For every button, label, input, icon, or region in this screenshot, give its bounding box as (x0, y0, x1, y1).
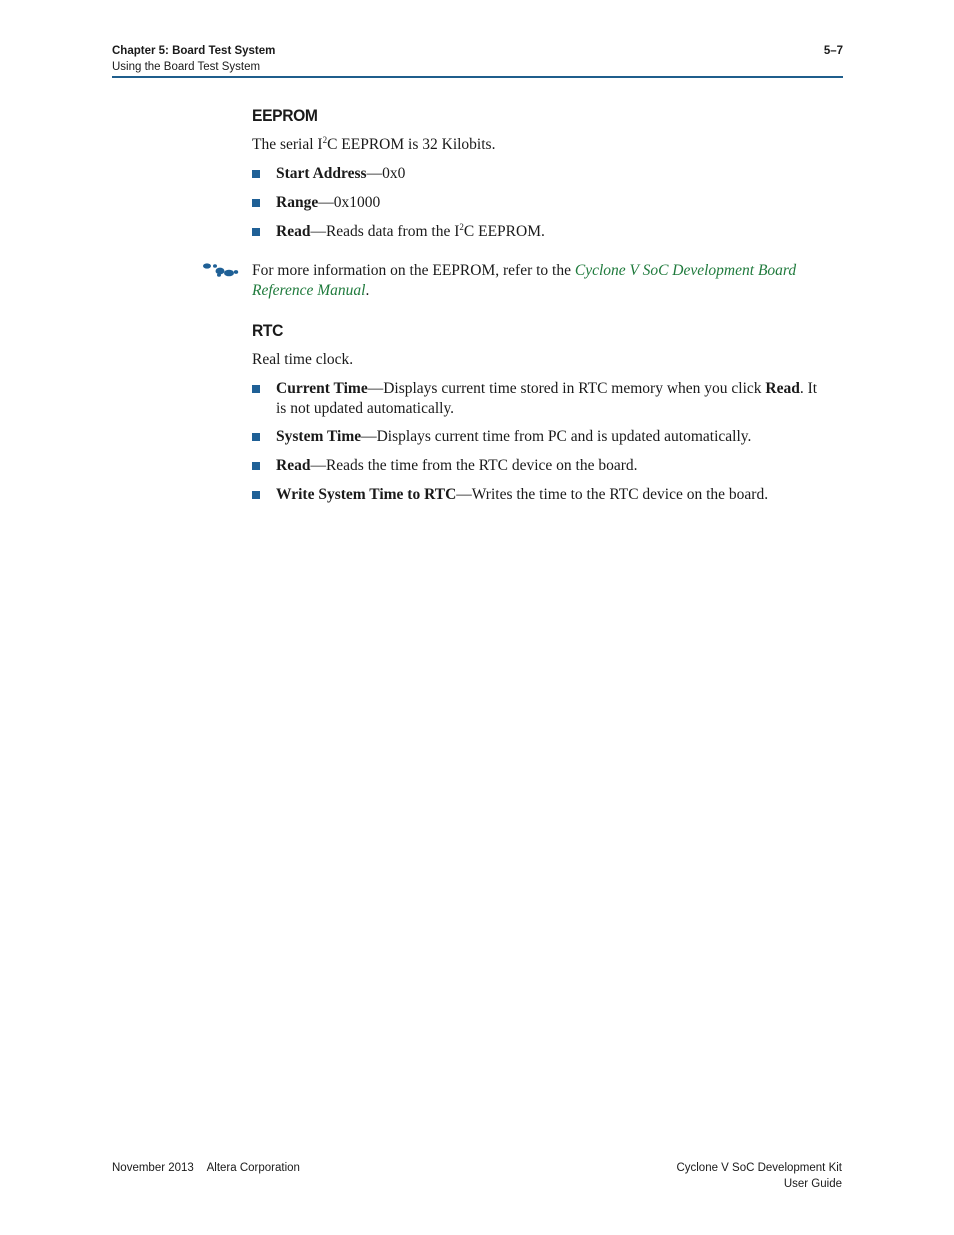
header-rule (112, 76, 843, 78)
list-item: Read—Reads data from the $I^2C$ EEPROM. (252, 222, 827, 242)
footer-left (112, 1160, 300, 1176)
list-item: System Time—Displays current time from PC and is updated automatically. (252, 427, 827, 447)
eeprom-heading: EEPROM (252, 106, 318, 125)
section-title: Using the Board Test System (112, 61, 261, 73)
bullet-square (252, 170, 260, 178)
chapter-title: Chapter 5: Board Test System (112, 45, 276, 57)
bullet-square (252, 433, 260, 441)
footer-doc-title: Cyclone V SoC Development Kit (676, 1162, 842, 1174)
list-item: Write System Time to RTC—Writes the time to the RTC device on the board. (252, 485, 827, 505)
bullet-square (252, 491, 260, 499)
footer-right (676, 1160, 842, 1192)
page-number: 5–7 (823, 45, 843, 57)
list-item: Read—Reads the time from the RTC device on the board. (252, 456, 827, 476)
manual-link[interactable]: Cyclone V SoC Development Board Reference Manual (252, 262, 797, 299)
eeprom-intro: The serial $I^2C$ EEPROM is 32 Kilobits. (252, 135, 496, 153)
list-item: Range—0x1000 (252, 193, 827, 213)
bullet-square (252, 199, 260, 207)
footprints-icon (200, 262, 240, 278)
bullet-square (252, 385, 260, 393)
list-item: Current Time—Displays current time stored in RTC memory when you click Read. It is not updated automatically. (252, 379, 827, 419)
page-header (112, 43, 843, 75)
footer-company: Altera Corporation (206, 1162, 300, 1174)
footer-doc-type: User Guide (783, 1178, 842, 1190)
note-text: For more information on the EEPROM, refer to the Cyclone V SoC Development Board Reference Manual. (252, 262, 797, 299)
list-item: Start Address—0x0 (252, 164, 827, 184)
bullet-square (252, 228, 260, 236)
bullet-square (252, 462, 260, 470)
rtc-heading: RTC (252, 321, 284, 340)
rtc-intro: Real time clock. (252, 351, 354, 368)
footer-date: November 2013 (112, 1162, 194, 1174)
